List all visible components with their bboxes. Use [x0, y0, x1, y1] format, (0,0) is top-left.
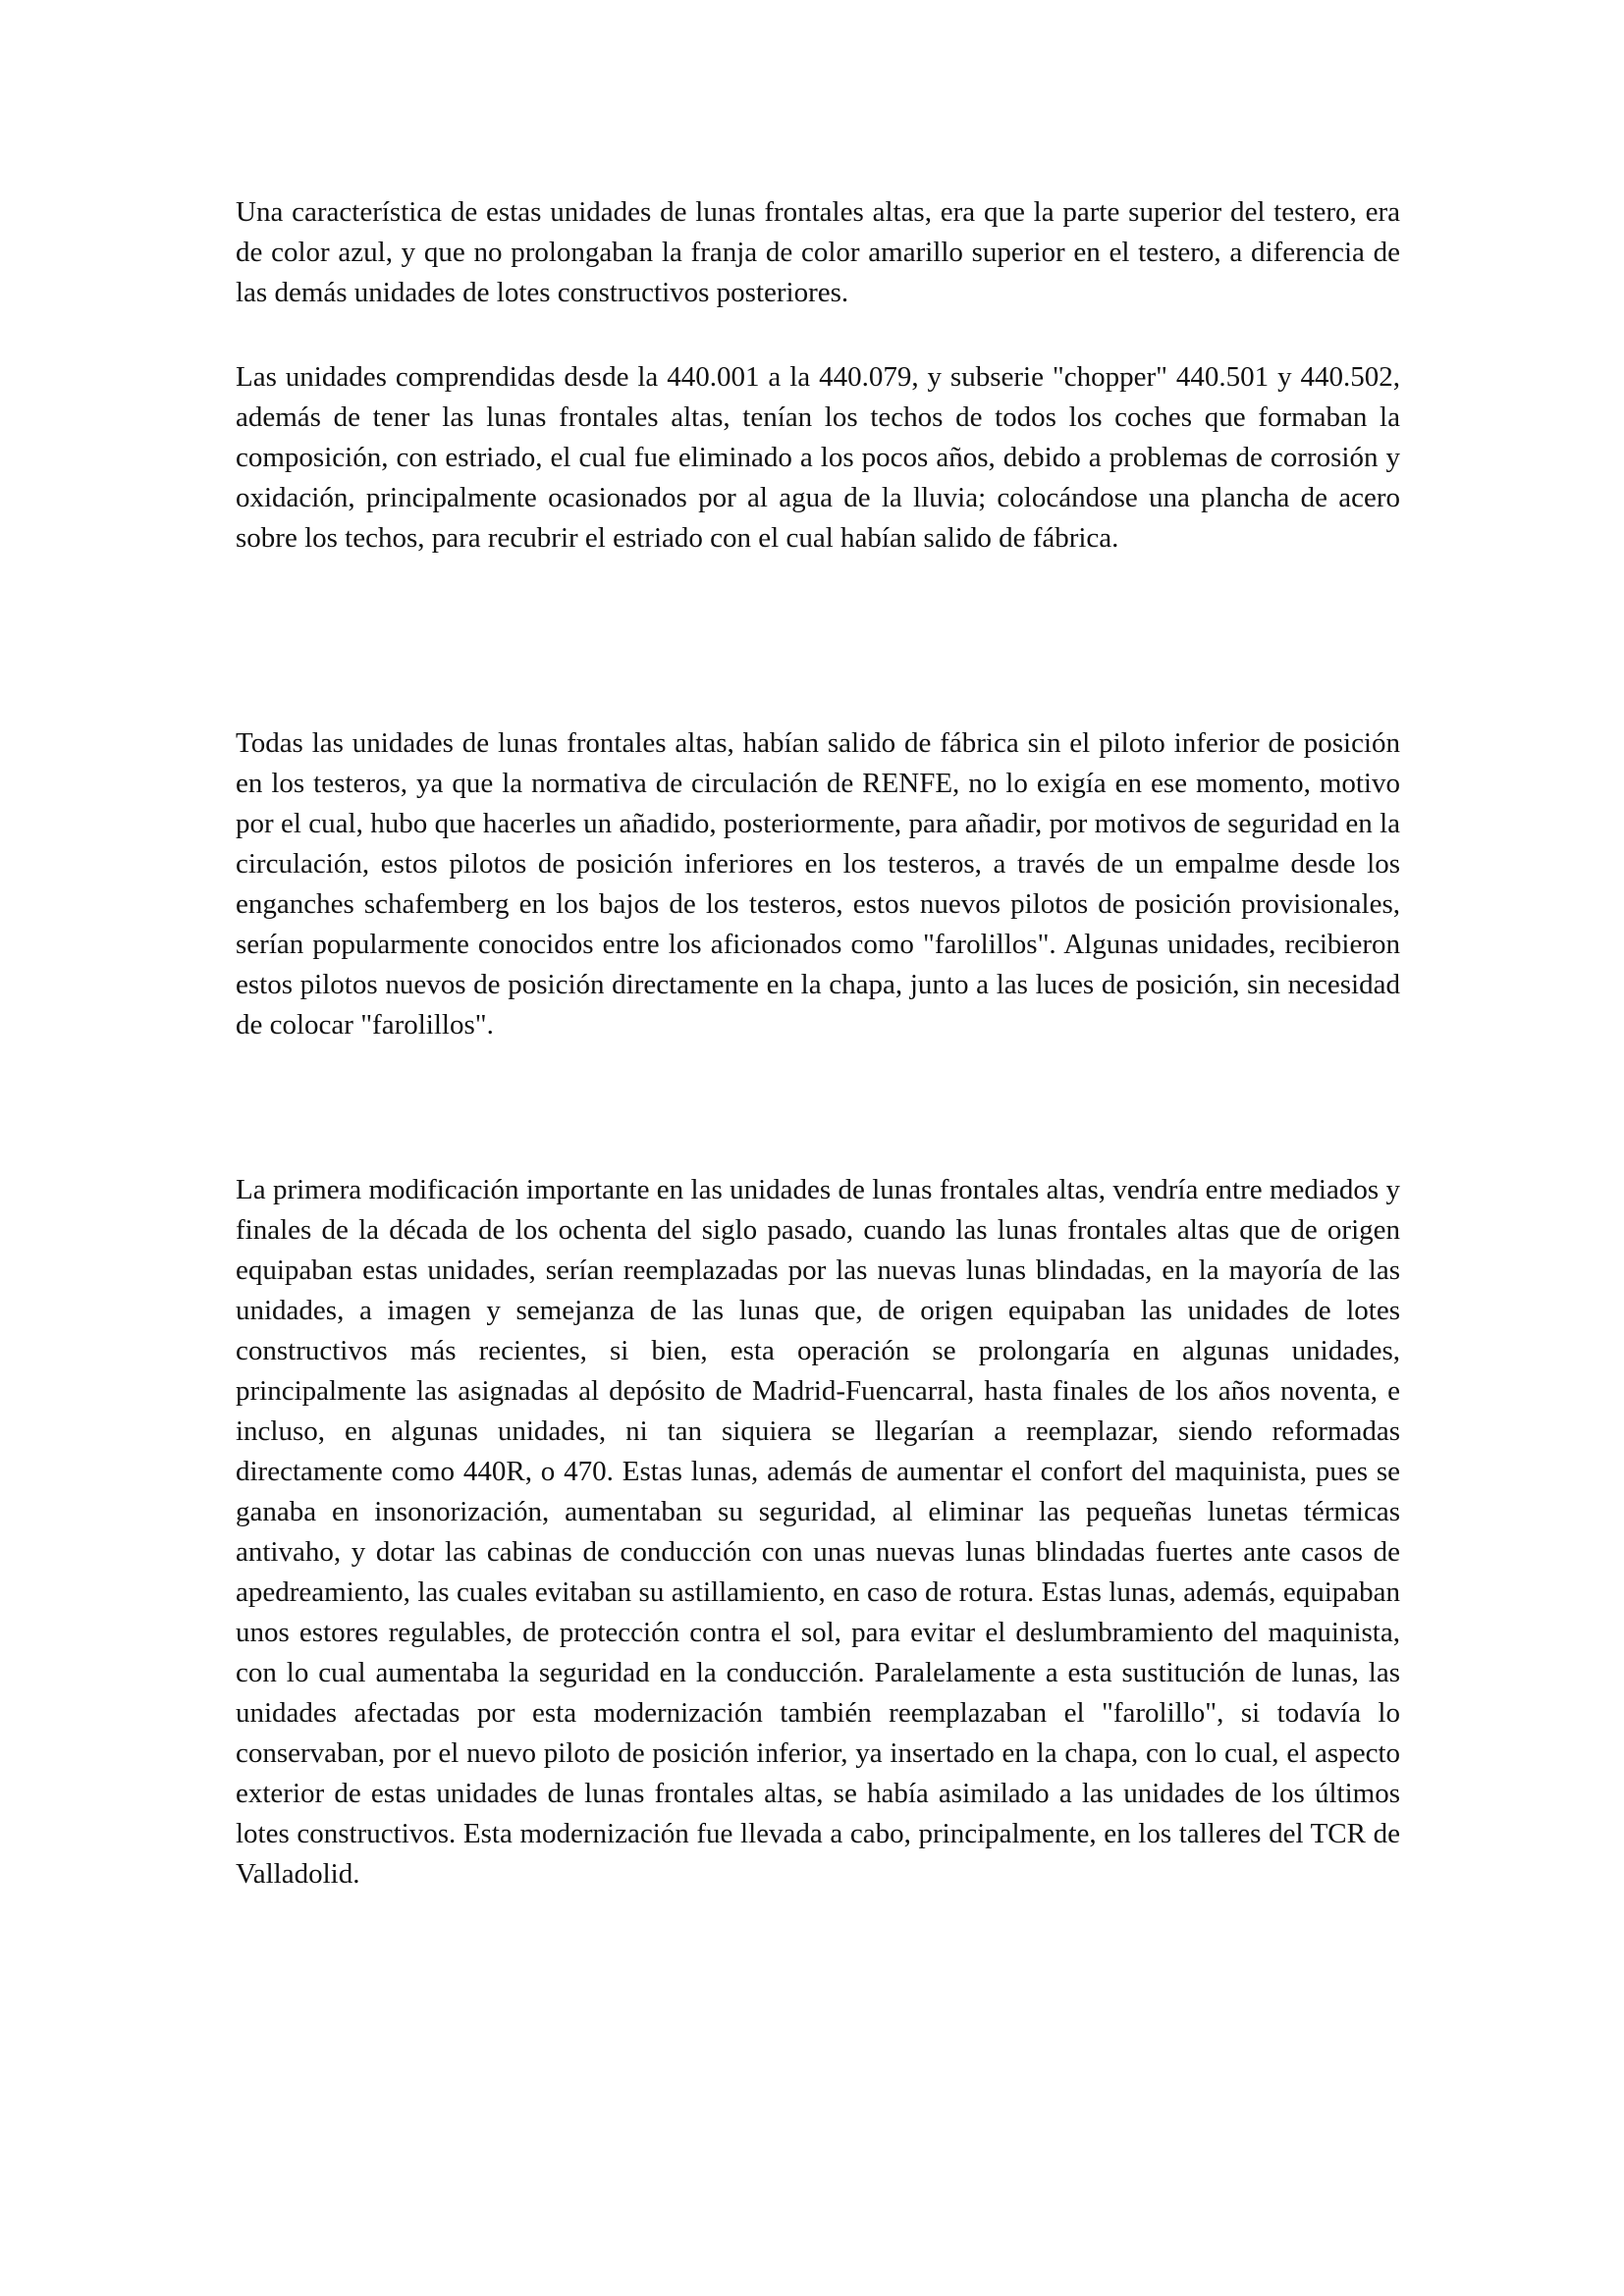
paragraph-roof-ribbing: Las unidades comprendidas desde la 440.001 a la 440.079, y subserie "chopper" 440.501 y 440.502, además de tener las lunas frontales altas, tenían los techos de todos los coches que formaban la composición, con estriado, el cual fue eliminado a los pocos años, debido a problemas de corrosión y oxidación, principalmente ocasionados por al agua de la lluvia; colocándose una plancha de acero sobre los techos, para recubrir el estriado con el cual habían salido de fábrica. [236, 361, 1400, 554]
paragraph-color-scheme: Una característica de estas unidades de lunas frontales altas, era que la parte superior del testero, era de color azul, y que no prolongaban la franja de color amarillo superior en el testero, a diferencia de las demás unidades de lotes constructivos posteriores. [236, 196, 1400, 308]
paragraph-windscreen-modification: La primera modificación importante en las unidades de lunas frontales altas, vendría entre mediados y finales de la década de los ochenta del siglo pasado, cuando las lunas frontales altas que de origen equipaban estas unidades, serían reemplazadas por las nuevas lunas blindadas, en la mayoría de las unidades, a imagen y semejanza de las lunas que, de origen equipaban las unidades de lotes constructivos más recientes, si bien, esta operación se prolongaría en algunas unidades, principalmente las asignadas al depósito de Madrid-Fuencarral, hasta finales de los años noventa, e incluso, en algunas unidades, ni tan siquiera se llegarían a reemplazar, siendo reformadas directamente como 440R, o 470. Estas lunas, además de aumentar el confort del maquinista, pues se ganaba en insonorización, aumentaban su seguridad, al eliminar las pequeñas lunetas térmicas antivaho, y dotar las cabinas de conducción con unas nuevas lunas blindadas fuertes ante casos de apedreamiento, las cuales evitaban su astillamiento, en caso de rotura. Estas lunas, además, equipaban unos estores regulables, de protección contra el sol, para evitar el deslumbramiento del maquinista, con lo cual aumentaba la seguridad en la conducción. Paralelamente a esta sustitución de lunas, las unidades afectadas por esta modernización también reemplazaban el "farolillo", si todavía lo conservaban, por el nuevo piloto de posición inferior, ya insertado en la chapa, con lo cual, el aspecto exterior de estas unidades de lunas frontales altas, se había asimilado a las unidades de los últimos lotes constructivos. Esta modernización fue llevada a cabo, principalmente, en los talleres del TCR de Valladolid. [236, 1174, 1400, 1890]
paragraph-position-lights: Todas las unidades de lunas frontales altas, habían salido de fábrica sin el piloto inferior de posición en los testeros, ya que la normativa de circulación de RENFE, no lo exigía en ese momento, motivo por el cual, hubo que hacerles un añadido, posteriormente, para añadir, por motivos de seguridad en la circulación, estos pilotos de posición inferiores en los testeros, a través de un empalme desde los enganches schafemberg en los bajos de los testeros, estos nuevos pilotos de posición provisionales, serían popularmente conocidos entre los aficionados como "farolillos". Algunas unidades, recibieron estos pilotos nuevos de posición directamente en la chapa, junto a las luces de posición, sin necesidad de colocar "farolillos". [236, 727, 1400, 1041]
